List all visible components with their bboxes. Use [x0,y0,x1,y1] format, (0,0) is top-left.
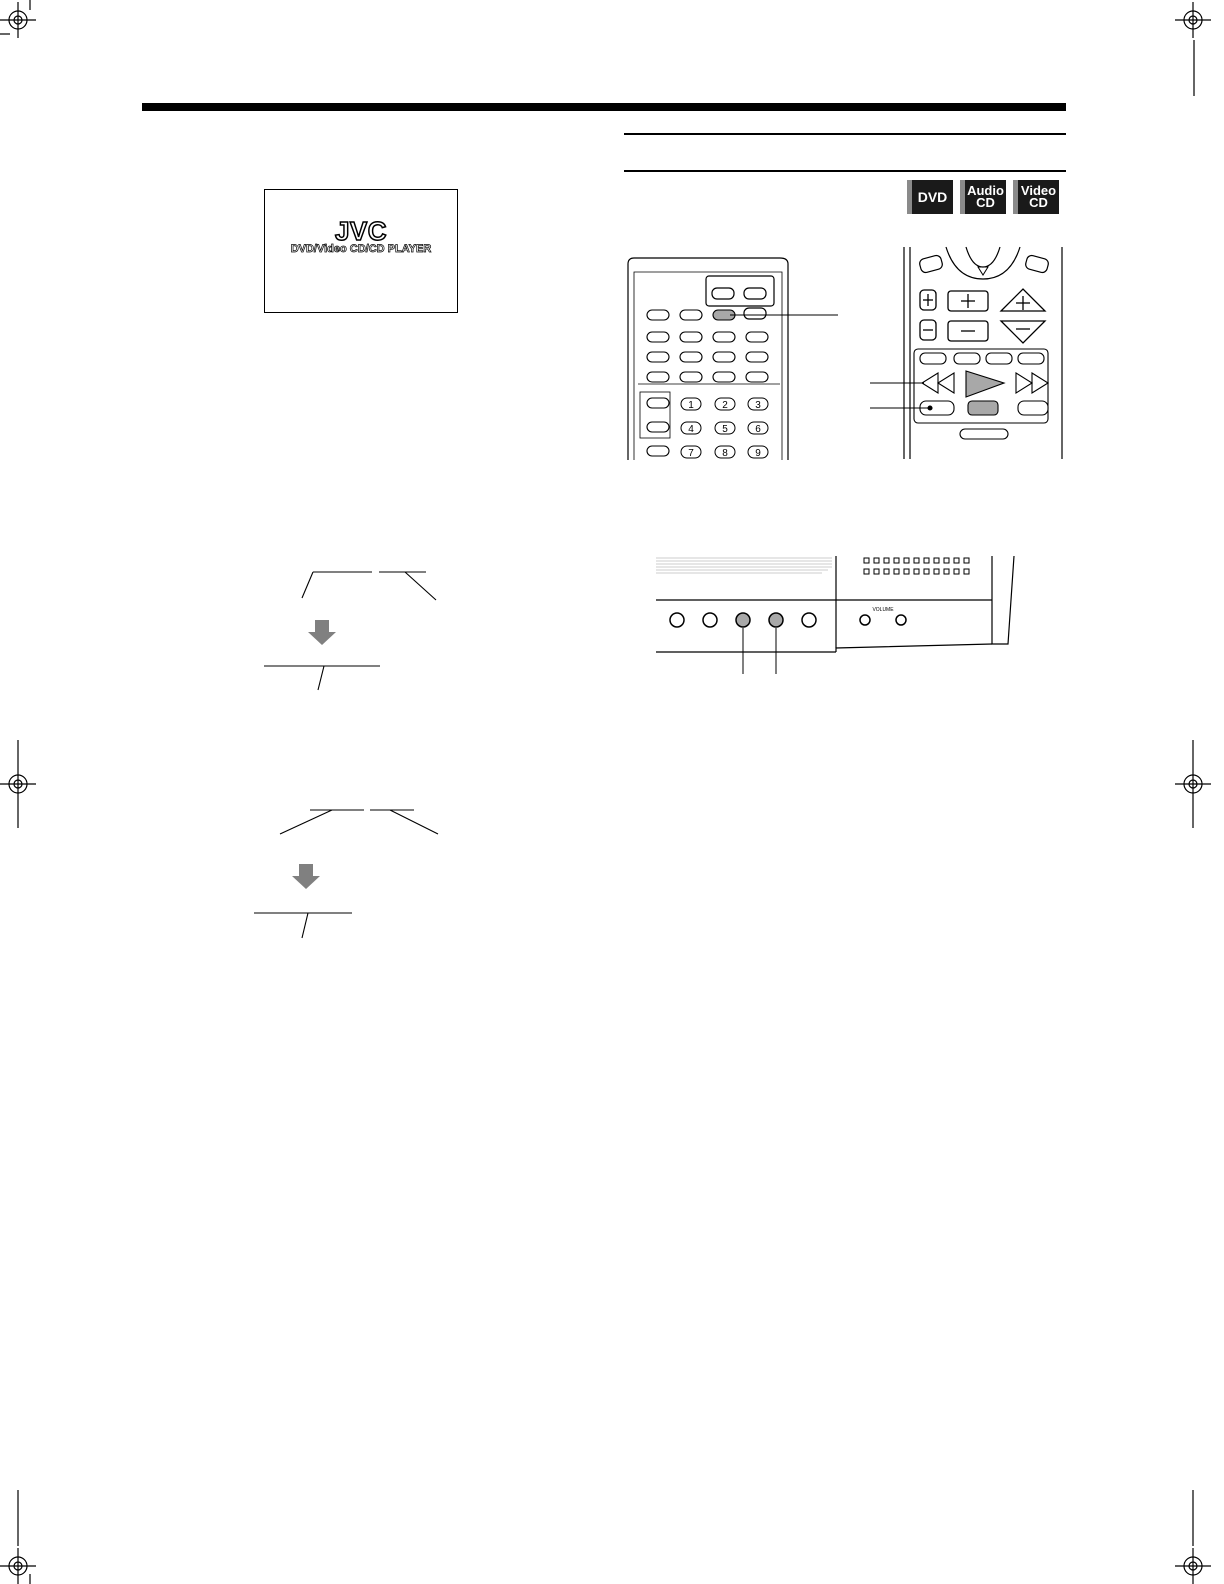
remote-control-illustration [620,250,800,462]
audio-cd-badge: Audio CD [960,180,1006,214]
keypad-number: 8 [722,448,728,459]
player-model-text: DVD/Video CD/CD PLAYER [290,243,432,255]
down-arrow-icon [308,620,336,645]
display-diagram-1 [240,560,460,700]
header-rule [142,103,1066,111]
panel-play-button [769,613,783,627]
keypad-number: 3 [755,400,761,411]
keypad-number: 1 [688,400,694,411]
section-rule-bottom [624,170,1066,172]
callout-extension [790,300,850,330]
jvc-logo: JVC [334,216,388,246]
keypad-number: 6 [755,424,761,435]
fast-forward-icon [1016,373,1048,393]
start-screen-illustration [264,189,458,313]
panel-buttons [670,613,906,627]
dvd-badge: DVD [907,180,953,214]
remote-function-buttons [647,310,768,456]
panel-stop-button [736,613,750,627]
video-cd-badge: Video CD [1013,180,1059,214]
keypad-number: 4 [688,424,694,435]
plus-minus-buttons [920,289,1045,343]
section-rule-top [624,133,1066,135]
volume-label: VOLUME [872,607,894,613]
keypad-number: 9 [755,448,761,459]
keypad-number: 7 [688,448,694,459]
callout-lines [870,383,928,408]
crosshair-icon [1175,2,1211,96]
pause-button [968,401,998,415]
crosshair-icon [0,740,36,828]
down-arrow-icon [292,864,320,889]
transport-buttons [920,371,1048,439]
keypad-number: 5 [722,424,728,435]
disc-tray-lines [656,558,832,573]
panel-callout-lines [743,628,776,674]
remote-closeup-illustration [868,243,1068,461]
speaker-grille [864,558,969,574]
crosshair-icon [0,1490,36,1584]
keypad-number: 2 [722,400,728,411]
crosshair-icon [1175,740,1211,828]
display-diagram-2 [240,800,460,940]
front-panel-illustration [652,552,1024,680]
rewind-icon [922,373,954,393]
play-icon [966,371,1004,397]
crosshair-icon [0,0,36,38]
crosshair-icon [1175,1490,1211,1584]
